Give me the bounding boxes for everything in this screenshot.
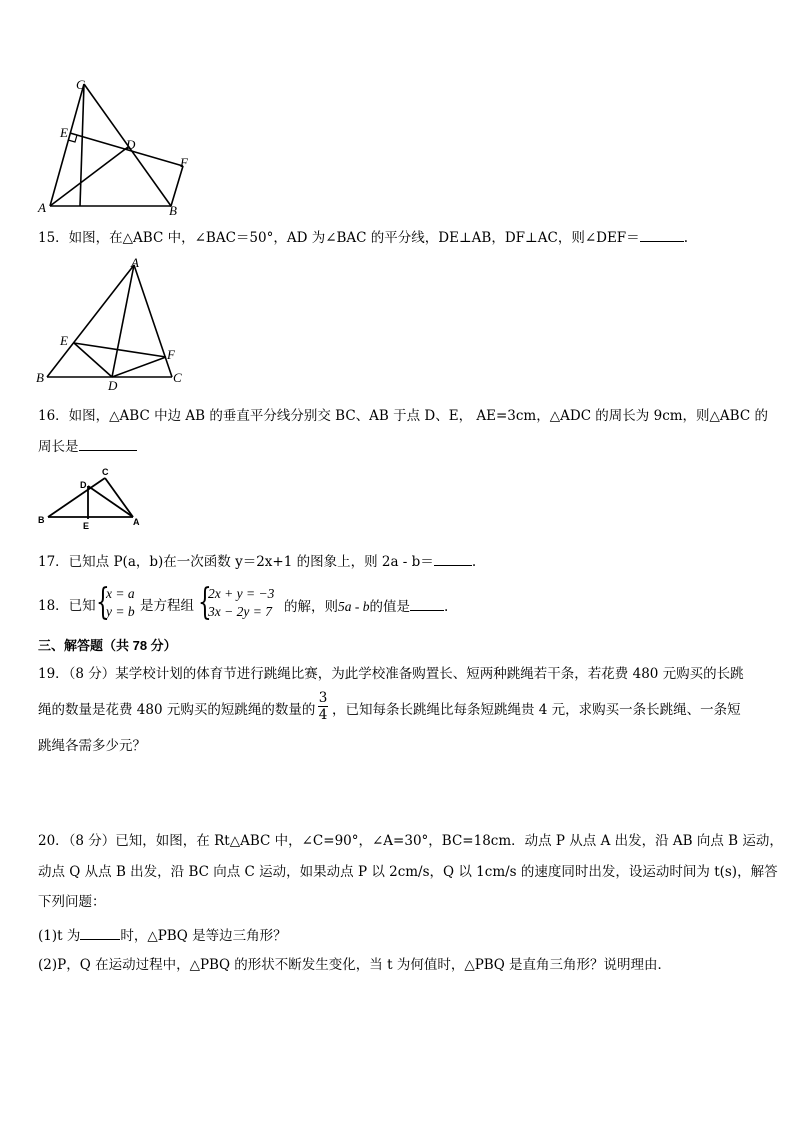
question-20-sub1b: 时，△PBQ 是等边三角形？: [120, 928, 287, 944]
label-a: A: [131, 255, 139, 270]
label-d: D: [108, 378, 118, 393]
label-e: E: [60, 125, 68, 140]
answer-blank-15[interactable]: [640, 227, 684, 242]
system-1: [106, 585, 135, 621]
question-18-middle: 是方程组: [140, 598, 194, 614]
label-f: F: [180, 155, 188, 170]
question-17: [38, 551, 476, 572]
fraction-3-4: [318, 690, 328, 723]
system-2-row-1: 2x + y = −3: [208, 586, 275, 601]
question-19-line3: 跳绳各需多少元？: [38, 738, 146, 754]
question-20-sub1a: (1)t 为: [38, 928, 81, 944]
system-1-row-2: y = b: [106, 604, 135, 619]
question-15-tail: .: [683, 230, 688, 246]
answer-blank-20[interactable]: [80, 925, 120, 940]
question-18-expr: 5a - b: [338, 599, 370, 614]
section-3-heading: 三、解答题（共 78 分）: [38, 638, 177, 653]
segment-ad: [112, 265, 134, 377]
label-c: C: [76, 77, 85, 92]
question-20-line3: 下列问题：: [38, 894, 106, 910]
figure-q15: [30, 255, 200, 393]
label-b: B: [169, 203, 177, 218]
question-16-line2-text: 周长是: [38, 439, 79, 455]
label-b: B: [38, 515, 45, 525]
label-b: B: [36, 370, 44, 385]
segment-fb: [171, 166, 183, 206]
question-20-line2: 动点 Q 从点 B 出发，沿 BC 向点 C 运动，如果动点 P 以 2cm/s，Q 以 1cm/s 的速度同时出发，设运动时间为 t(s)，解答: [38, 864, 778, 880]
system-2-row-2: 3x − 2y = 7: [208, 604, 272, 619]
answer-blank-17[interactable]: [434, 551, 472, 566]
question-18-after-text: 的解，则: [284, 599, 338, 615]
label-c: C: [102, 467, 109, 477]
label-e: E: [83, 521, 90, 531]
segment-ac-left: [50, 84, 84, 206]
label-a: A: [38, 200, 46, 215]
brace-left-1: {: [96, 582, 110, 623]
system-2: [208, 585, 274, 621]
question-20-sub1: [38, 925, 287, 946]
label-d: D: [126, 137, 136, 152]
question-17-text: 17．已知点 P(a，b)在一次函数 y＝2x+1 的图象上，则 2a - b＝: [38, 554, 434, 570]
answer-blank-16[interactable]: [79, 436, 137, 451]
segment-da: [88, 486, 133, 517]
fraction-denominator: 4: [318, 707, 328, 723]
question-19-line1: 19．（8 分）某学校计划的体育节进行跳绳比赛，为此学校准备购置长、短两种跳绳若干条，若花费 480 元购买的长跳: [38, 666, 744, 682]
question-18-after: [284, 596, 448, 617]
figure-q14: [30, 75, 200, 220]
question-16-line1: 16．如图，△ABC 中边 AB 的垂直平分线分别交 BC、AB 于点 D、E， AE=3cm，△ADC 的周长为 9cm，则△ABC 的: [38, 408, 768, 424]
segment-ba: [47, 265, 134, 377]
figure-q16: [36, 466, 156, 531]
question-18-prefix: 18．已知: [38, 598, 96, 614]
segment-ad: [50, 147, 128, 206]
label-a: A: [133, 517, 140, 527]
question-18-suffix: 的值是: [369, 599, 410, 615]
figure-q14-svg: [30, 75, 200, 220]
fraction-numerator: 3: [318, 690, 328, 706]
question-19-line2a: 绳的数量是花费 480 元购买的短跳绳的数量的: [38, 702, 316, 718]
segment-ac: [80, 84, 84, 206]
label-e: E: [60, 333, 68, 348]
question-17-tail: .: [471, 554, 477, 570]
label-f: F: [167, 347, 175, 362]
label-c: C: [173, 370, 182, 385]
system-1-row-1: x = a: [106, 586, 135, 601]
question-15-text: 15．如图，在△ABC 中，∠BAC＝50°，AD 为∠BAC 的平分线，DE⊥AB，DF⊥AC，则∠DEF＝: [38, 230, 640, 246]
question-15: [38, 227, 688, 248]
question-16-line2: [38, 436, 137, 457]
segment-bc: [48, 478, 105, 517]
answer-blank-18[interactable]: [410, 596, 444, 611]
question-20-line1: 20．（8 分）已知，如图，在 Rt△ABC 中，∠C=90°，∠A=30°，BC=18cm．动点 P 从点 A 出发，沿 AB 向点 B 运动，: [38, 833, 783, 849]
label-d: D: [80, 480, 87, 490]
question-19-line2b: ，已知每条长跳绳比每条短跳绳贵 4 元，求购买一条长跳绳、一条短: [332, 702, 741, 718]
question-20-sub2: (2)P，Q 在运动过程中，△PBQ 的形状不断发生变化，当 t 为何值时，△PBQ 是直角三角形？说明理由．: [38, 957, 672, 973]
segment-ca: [105, 478, 133, 517]
question-18-tail: .: [444, 599, 449, 615]
segment-df: [112, 357, 166, 377]
figure-q15-svg: [30, 255, 200, 393]
brace-left-2: {: [198, 582, 212, 623]
figure-q16-svg: [36, 466, 156, 531]
